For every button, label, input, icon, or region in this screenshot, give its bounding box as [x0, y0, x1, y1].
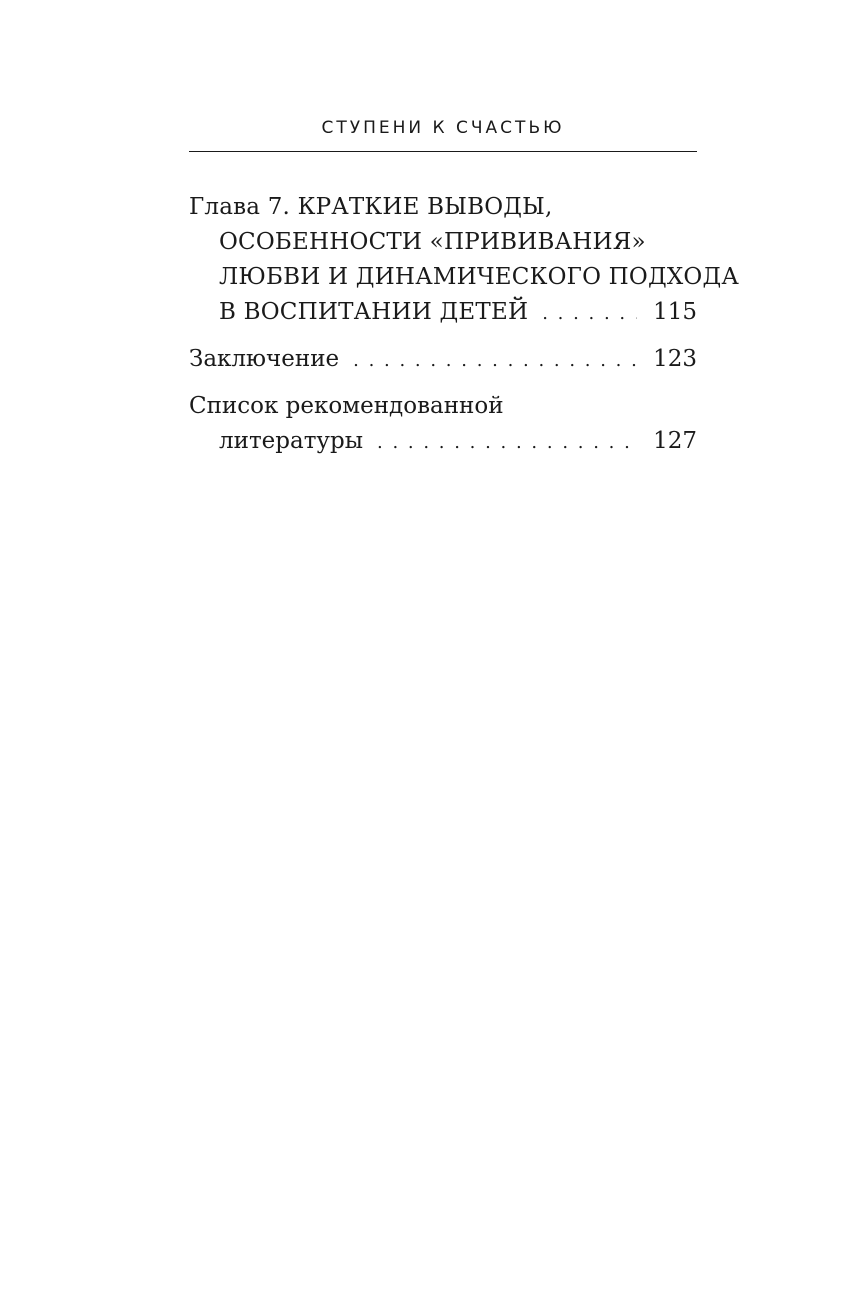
toc-entry-title-line: Заключение — [189, 346, 340, 372]
toc-entry-line — [189, 389, 697, 424]
toc-entry-line — [189, 295, 697, 330]
toc-entry-title-line: Список рекомендованной — [189, 393, 504, 419]
toc-entry-title-line: ЛЮБВИ И ДИНАМИЧЕСКОГО ПОДХОДА — [219, 264, 739, 290]
toc-entry-title-line: В ВОСПИТАНИИ ДЕТЕЙ — [219, 299, 529, 325]
dot-leader — [353, 343, 637, 378]
toc-entry-line — [189, 260, 739, 295]
table-of-contents — [189, 190, 739, 459]
toc-page-number: 123 — [653, 346, 697, 372]
header-rule — [189, 151, 697, 152]
toc-entry-conclusion[interactable] — [189, 342, 697, 377]
dot-leader — [542, 296, 637, 331]
toc-entry-title-line: ОСОБЕННОСТИ «ПРИВИВАНИЯ» — [219, 229, 646, 255]
toc-entry-line — [189, 342, 697, 377]
toc-entry-title-line: литературы — [219, 428, 363, 454]
toc-page-number: 127 — [653, 428, 697, 454]
toc-entry-bibliography[interactable] — [189, 389, 697, 459]
toc-entry-line — [189, 424, 697, 459]
toc-entry-chapter-7[interactable] — [189, 190, 739, 330]
toc-entry-line — [189, 225, 697, 260]
toc-entry-title-line: Глава 7. КРАТКИЕ ВЫВОДЫ, — [189, 194, 553, 220]
running-header: СТУПЕНИ К СЧАСТЬЮ — [321, 118, 565, 138]
toc-entry-line — [189, 190, 697, 225]
dot-leader — [377, 425, 637, 460]
toc-page-number: 115 — [653, 299, 697, 325]
